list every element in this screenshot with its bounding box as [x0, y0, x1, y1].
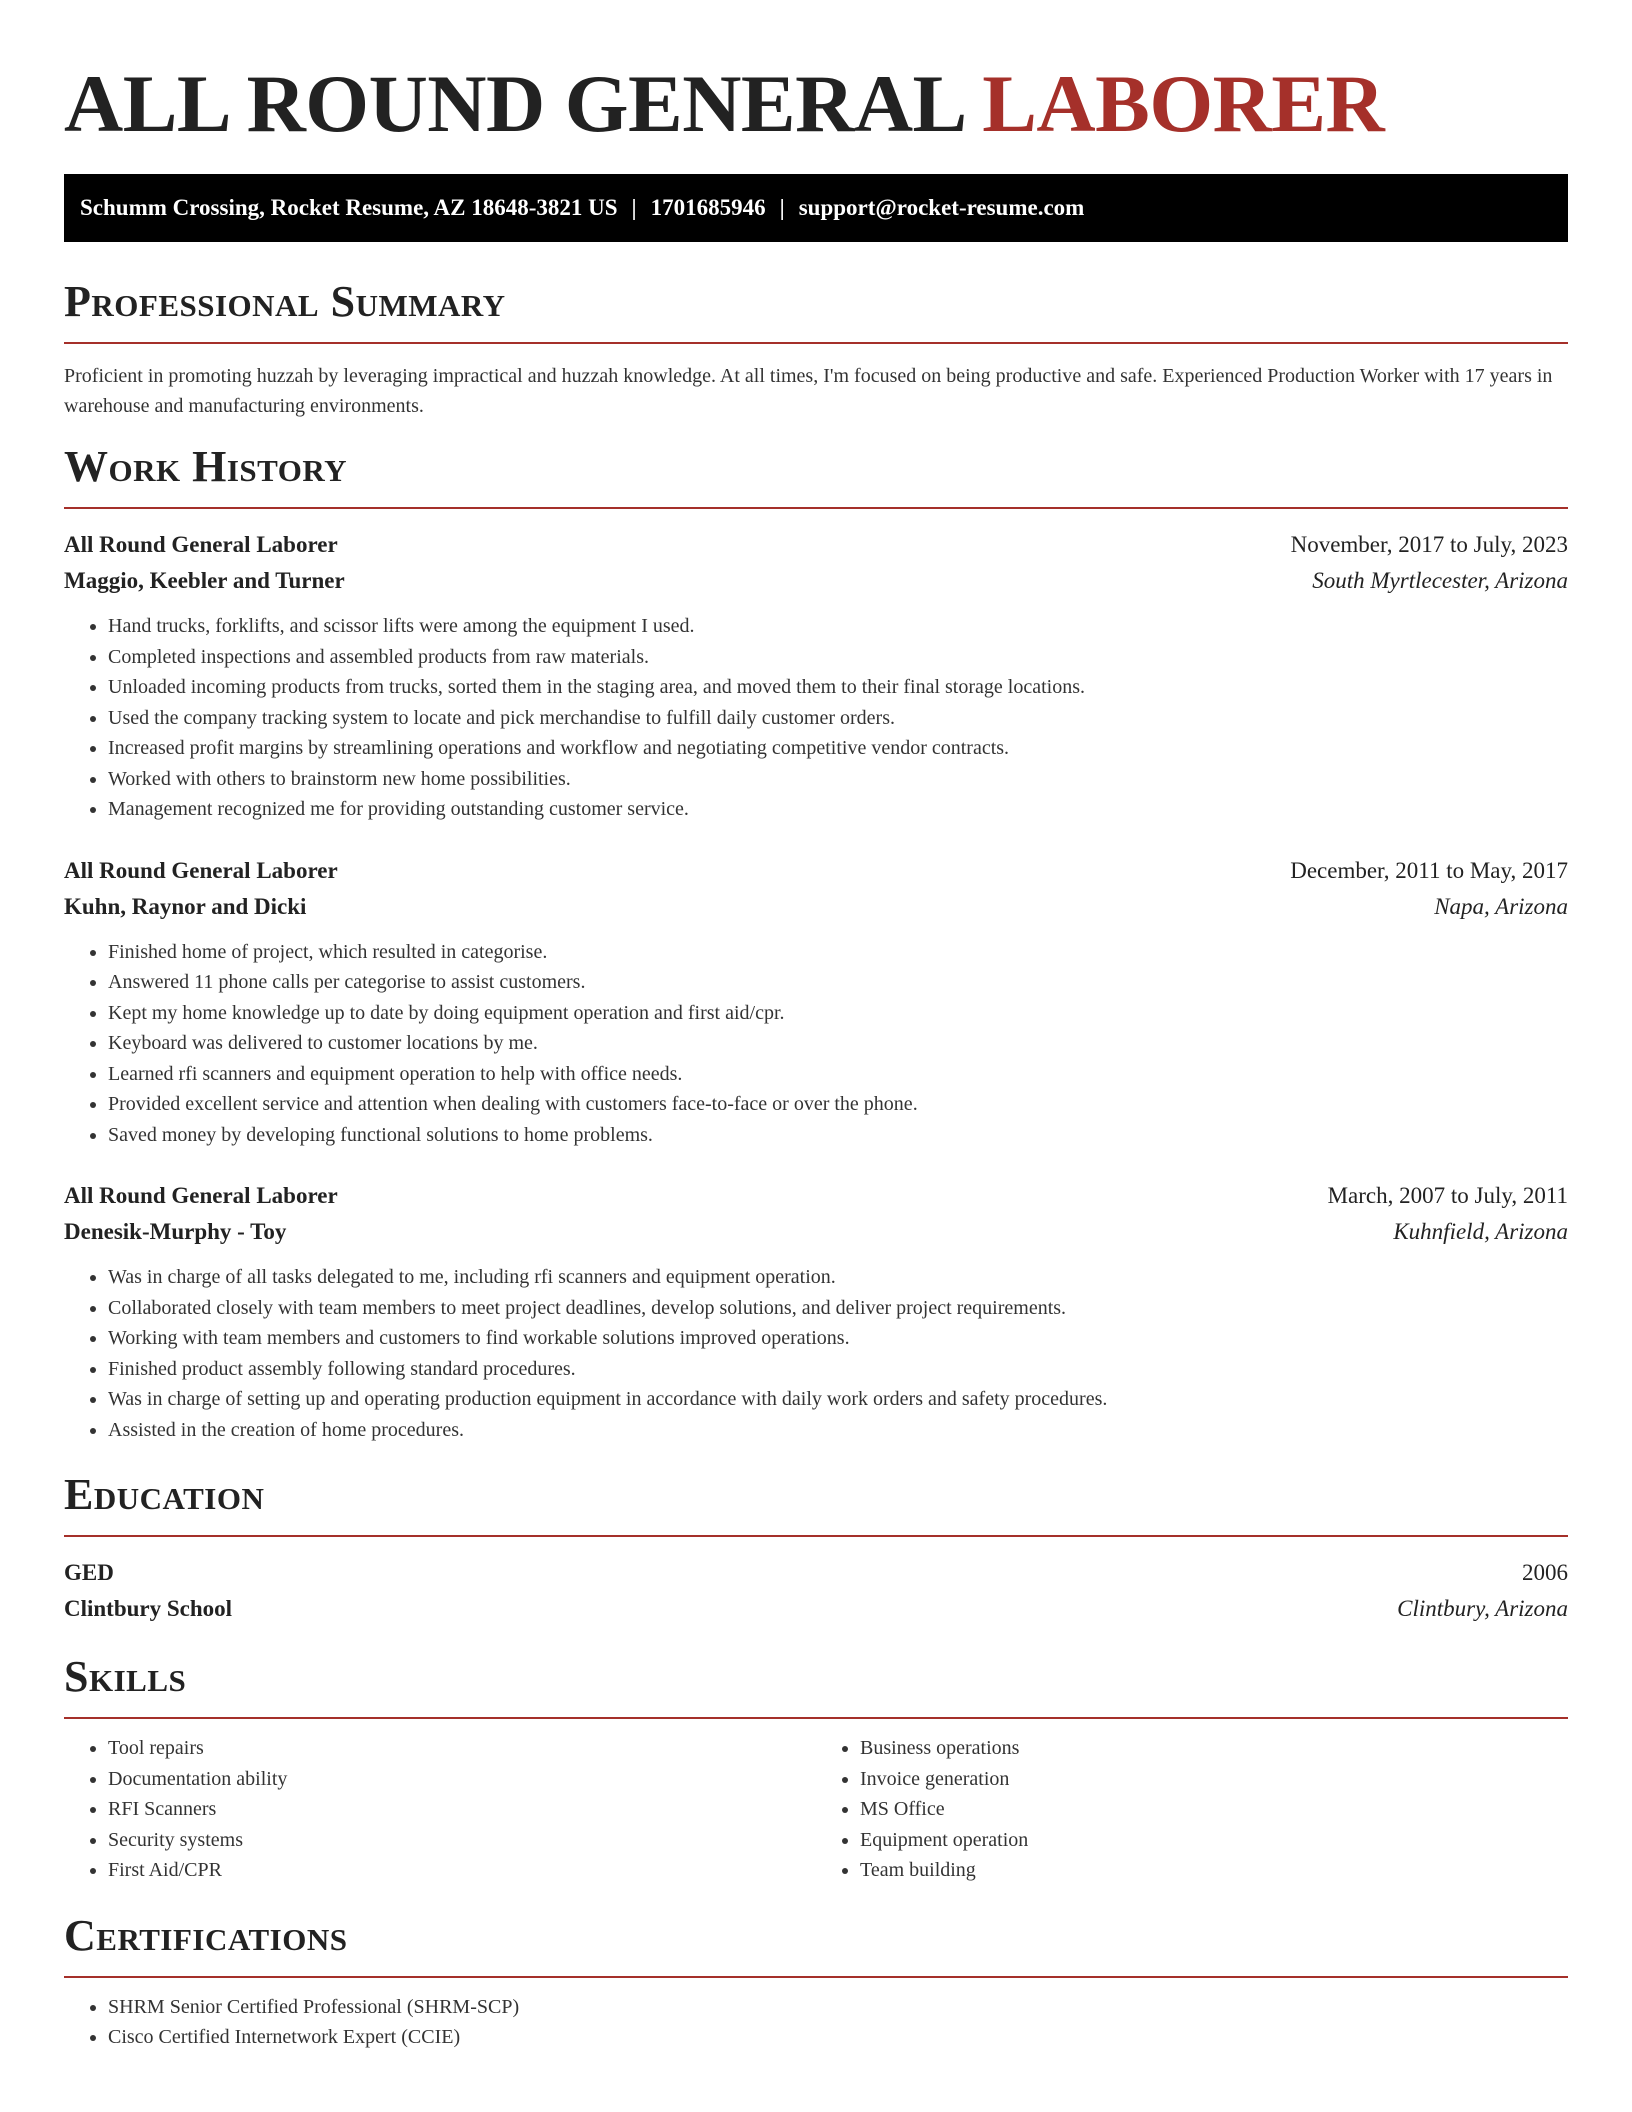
- resume-name: [64, 0, 1568, 150]
- skills-list-left: [64, 1733, 816, 1886]
- job-dates: November, 2017 to July, 2023: [1290, 532, 1568, 557]
- contact-address: Schumm Crossing, Rocket Resume, AZ 18648-3821 US: [80, 195, 618, 220]
- job-bullet: • Increased profit margins by streamlining operations and workflow and negotiating competitive vendor contracts.: [108, 733, 1568, 764]
- job-company: Kuhn, Raynor and Dicki: [64, 893, 307, 919]
- certification-item: • Cisco Certified Internetwork Expert (CCIE): [108, 2022, 1568, 2053]
- skill-item: • Invoice generation: [860, 1764, 1568, 1795]
- job-bullet: • Management recognized me for providing outstanding customer service.: [108, 794, 1568, 825]
- education-school-row: [64, 1591, 1568, 1627]
- section-divider: [64, 507, 1568, 509]
- skill-item: • RFI Scanners: [108, 1794, 816, 1825]
- job-header-row: [64, 527, 1568, 563]
- skills-grid: [64, 1733, 1568, 1886]
- section-divider: [64, 342, 1568, 344]
- job-bullet: • Assisted in the creation of home procedures.: [108, 1415, 1568, 1446]
- job-bullet: • Answered 11 phone calls per categorise to assist customers.: [108, 967, 1568, 998]
- section-title-education: Education: [64, 1470, 265, 1519]
- job-header-row: [64, 853, 1568, 889]
- job-bullet: • Was in charge of setting up and operating production equipment in accordance with daily work orders and safety procedures.: [108, 1384, 1568, 1415]
- name-main: ALL ROUND GENERAL: [64, 58, 963, 149]
- education-year: 2006: [1522, 1560, 1568, 1585]
- job-title: All Round General Laborer: [64, 532, 338, 557]
- summary-text: Proficient in promoting huzzah by leveraging impractical and huzzah knowledge. At all times, I'm focused on being productive and safe. Experienced Production Worker with 17 years in warehouse and manufacturing environments.: [64, 365, 1553, 417]
- job-title: All Round General Laborer: [64, 857, 338, 883]
- job-bullet-list: [64, 1262, 1568, 1445]
- job-entry: [64, 527, 1568, 825]
- certification-item: • SHRM Senior Certified Professional (SHRM-SCP): [108, 1992, 1568, 2023]
- job-company: Maggio, Keebler and Turner: [64, 568, 345, 593]
- job-company-row: [64, 889, 1568, 925]
- certifications-section: [64, 1910, 1568, 2053]
- job-header-row: [64, 1178, 1568, 1214]
- skill-item: • Tool repairs: [108, 1733, 816, 1764]
- skill-item: • Security systems: [108, 1825, 816, 1856]
- section-title-skills: Skills: [64, 1652, 187, 1701]
- job-entry: [64, 1178, 1568, 1445]
- job-bullet: • Working with team members and customers to find workable solutions improved operations.: [108, 1323, 1568, 1354]
- job-bullet: • Used the company tracking system to locate and pick merchandise to fulfill daily customer orders.: [108, 703, 1568, 734]
- job-bullet: • Unloaded incoming products from trucks, sorted them in the staging area, and moved them to their final storage locations.: [108, 672, 1568, 703]
- education-header-row: [64, 1555, 1568, 1591]
- section-title-summary: Professional Summary: [64, 277, 506, 326]
- section-divider: [64, 1717, 1568, 1719]
- job-dates: March, 2007 to July, 2011: [1327, 1183, 1568, 1208]
- section-title-work-history: Work History: [64, 442, 348, 491]
- job-company-row: [64, 1214, 1568, 1250]
- job-company-row: [64, 563, 1568, 599]
- job-bullet: • Was in charge of all tasks delegated to me, including rfi scanners and equipment operation.: [108, 1262, 1568, 1293]
- job-bullet: • Kept my home knowledge up to date by doing equipment operation and first aid/cpr.: [108, 998, 1568, 1029]
- job-bullet: • Provided excellent service and attention when dealing with customers face-to-face or over the phone.: [108, 1089, 1568, 1120]
- education-section: [64, 1469, 1568, 1627]
- job-company: Denesik-Murphy - Toy: [64, 1219, 287, 1244]
- skill-item: • First Aid/CPR: [108, 1855, 816, 1886]
- job-bullet: • Collaborated closely with team members to meet project deadlines, develop solutions, and deliver project requirements.: [108, 1293, 1568, 1324]
- contact-bar: [64, 174, 1568, 242]
- job-bullet-list: [64, 611, 1568, 825]
- contact-separator: |: [631, 195, 637, 220]
- job-dates: December, 2011 to May, 2017: [1290, 857, 1568, 883]
- skill-item: • Equipment operation: [860, 1825, 1568, 1856]
- section-divider: [64, 1976, 1568, 1978]
- job-location: Kuhnfield, Arizona: [1393, 1219, 1568, 1244]
- job-bullet: • Saved money by developing functional solutions to home problems.: [108, 1120, 1568, 1151]
- skill-item: • Documentation ability: [108, 1764, 816, 1795]
- education-location: Clintbury, Arizona: [1397, 1596, 1568, 1621]
- contact-email[interactable]: support@rocket-resume.com: [798, 195, 1085, 220]
- certifications-list: [64, 1992, 1568, 2053]
- job-bullet: • Keyboard was delivered to customer locations by me.: [108, 1028, 1568, 1059]
- contact-phone[interactable]: 1701685946: [650, 195, 766, 220]
- education-entry: [64, 1555, 1568, 1627]
- job-location: South Myrtlecester, Arizona: [1312, 568, 1568, 593]
- education-degree: GED: [64, 1560, 114, 1585]
- section-divider: [64, 1535, 1568, 1537]
- section-title-certifications: Certifications: [64, 1910, 348, 1960]
- job-bullet: • Completed inspections and assembled products from raw materials.: [108, 642, 1568, 673]
- skill-item: • MS Office: [860, 1794, 1568, 1825]
- job-bullet: • Finished product assembly following standard procedures.: [108, 1354, 1568, 1385]
- job-location: Napa, Arizona: [1434, 893, 1568, 919]
- skills-section: [64, 1651, 1568, 1886]
- education-school: Clintbury School: [64, 1596, 233, 1621]
- skills-list-right: [816, 1733, 1568, 1886]
- job-bullet: • Learned rfi scanners and equipment operation to help with office needs.: [108, 1059, 1568, 1090]
- contact-separator: |: [779, 195, 785, 220]
- skill-item: • Business operations: [860, 1733, 1568, 1764]
- job-title: All Round General Laborer: [64, 1183, 338, 1208]
- job-bullet: • Worked with others to brainstorm new home possibilities.: [108, 764, 1568, 795]
- summary-section: [64, 276, 1568, 421]
- name-accent: LABORER: [982, 58, 1385, 149]
- job-bullet-list: [64, 937, 1568, 1151]
- job-bullet: • Hand trucks, forklifts, and scissor lifts were among the equipment I used.: [108, 611, 1568, 642]
- job-bullet: • Finished home of project, which resulted in categorise.: [108, 937, 1568, 968]
- job-entry: [64, 853, 1568, 1151]
- skill-item: • Team building: [860, 1855, 1568, 1886]
- work-history-section: [64, 441, 1568, 1445]
